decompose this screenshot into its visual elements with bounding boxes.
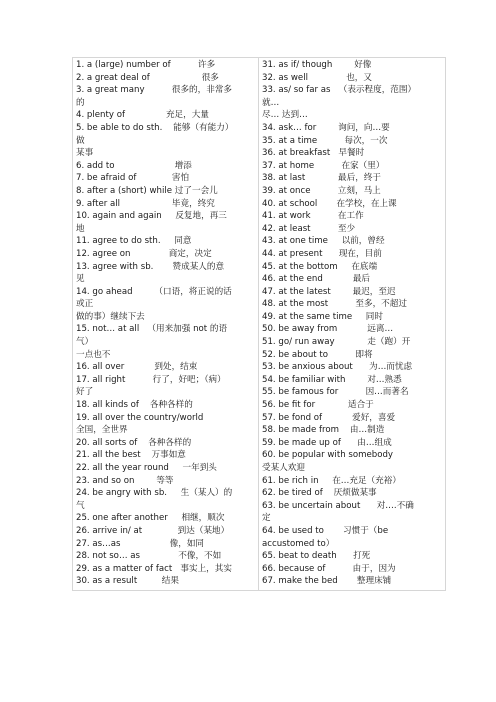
phrase-line: 45. at the bottom 在底端 <box>262 261 378 272</box>
phrase-line: 36. at breakfast 早餐时 <box>262 148 365 159</box>
phrase-line: 16. all over 到处，结束 <box>76 362 198 373</box>
phrase-line: 64. be used to 习惯于（be <box>262 525 389 536</box>
phrase-line: 定 <box>262 513 271 524</box>
phrase-line: 51. go/ run away 走（跑）开 <box>262 337 411 348</box>
phrase-line: 18. all kinds of 各种各样的 <box>76 400 193 411</box>
phrase-line: 见 <box>76 274 85 285</box>
phrase-line: 14. go ahead （口语，将正说的话 <box>76 286 232 297</box>
phrase-line: 61. be rich in 在…充足（充裕） <box>262 475 401 486</box>
phrase-line: 气） <box>76 337 94 348</box>
phrase-line: 54. be familiar with 对…熟悉 <box>262 374 402 385</box>
right-column <box>259 58 445 590</box>
phrase-line: 15. not… at all （用来加强 not 的语 <box>76 324 228 335</box>
phrase-line: 8. after a (short) while 过了一会儿 <box>76 185 218 196</box>
phrase-line: 56. be fit for 适合于 <box>262 400 374 411</box>
phrase-line: 66. because of 由于，因为 <box>262 563 396 574</box>
phrase-line: 38. at last 最后，终于 <box>262 173 382 184</box>
phrase-line: 的 <box>76 97 85 108</box>
phrase-line: 60. be popular with somebody <box>262 450 394 461</box>
phrase-line: 35. at a time 每次，一次 <box>262 135 388 146</box>
phrase-line: 4. plenty of 充足，大量 <box>76 110 209 121</box>
phrase-line: 65. beat to death 打死 <box>262 551 371 562</box>
phrase-line: 50. be away from 远离… <box>262 324 394 335</box>
phrase-line: 52. be about to 即将 <box>262 349 373 360</box>
phrase-line: 31. as if/ though 好像 <box>262 60 372 70</box>
phrase-line: 地 <box>76 223 85 234</box>
phrase-line: 11. agree to do sth. 同意 <box>76 236 192 247</box>
phrase-line: 62. be tired of 厌烦做某事 <box>262 488 377 499</box>
phrase-line: 19. all over the country/world <box>76 412 204 423</box>
phrase-line: 10. again and again 反复地，再三 <box>76 211 227 222</box>
phrase-line: 39. at once 立刻，马上 <box>262 185 381 196</box>
phrase-line: 6. add to 增添 <box>76 160 192 171</box>
phrase-line: 气 <box>76 500 85 511</box>
phrase-line: 3. a great many 很多的，非常多 <box>76 85 233 96</box>
phrase-line: 27. as…as 像，如同 <box>76 538 205 549</box>
phrase-line: 59. be made up of 由…组成 <box>262 437 392 448</box>
phrase-line: 17. all right 行了，好吧；（病） <box>76 374 226 385</box>
phrase-line: 好了 <box>76 387 94 398</box>
phrase-line: 57. be fond of 爱好，喜爱 <box>262 412 396 423</box>
phrase-line: 尽… 达到… <box>262 110 308 121</box>
phrase-line: 49. at the same time 同时 <box>262 311 383 322</box>
phrase-line: accustomed to） <box>262 538 335 549</box>
phrase-line: 22. all the year round 一年到头 <box>76 463 217 473</box>
phrase-line: 25. one after another 相继，顺次 <box>76 513 225 524</box>
phrase-line: 48. at the most 至多，不超过 <box>262 299 407 310</box>
phrase-line: 全国，全世界 <box>76 425 128 436</box>
phrase-line: 2. a great deal of 很多 <box>76 72 219 83</box>
phrase-line: 12. agree on 商定，决定 <box>76 248 212 259</box>
phrase-line: 47. at the latest 最迟，至迟 <box>262 286 396 297</box>
phrase-line: 55. be famous for 因…而著名 <box>262 387 409 398</box>
phrase-line: 37. at home 在家（里） <box>262 160 385 171</box>
left-column <box>73 58 259 590</box>
phrase-line: 5. be able to do sth. 能够（有能力） <box>76 122 234 133</box>
phrase-line: 1. a (large) number of 许多 <box>76 60 216 70</box>
phrase-line: 23. and so on 等等 <box>76 475 174 486</box>
phrase-line: 受某人欢迎 <box>262 463 305 473</box>
phrase-line: 43. at one time 以前，曾经 <box>262 236 385 247</box>
phrase-line: 53. be anxious about 为…而忧虑 <box>262 362 413 373</box>
phrase-line: 58. be made from 由…制造 <box>262 425 385 436</box>
phrase-line: 20. all sorts of 各种各样的 <box>76 437 192 448</box>
phrase-line: 32. as well 也，又 <box>262 72 372 83</box>
phrase-line: 30. as a result 结果 <box>76 576 179 587</box>
phrase-line: 就… <box>262 97 280 108</box>
phrase-line: 44. at present 现在，目前 <box>262 248 382 259</box>
phrase-line: 21. all the best 万事如意 <box>76 450 186 461</box>
phrase-line: 34. ask… for 询问，向…要 <box>262 122 390 133</box>
phrase-line: 24. be angry with sb. 生（某人）的 <box>76 488 233 499</box>
phrase-table <box>72 57 446 591</box>
phrase-line: 42. at least 至少 <box>262 223 356 234</box>
phrase-line: 7. be afraid of 害怕 <box>76 173 190 184</box>
phrase-line: 46. at the end 最后 <box>262 274 371 285</box>
phrase-line: 9. after all 毕竟，终究 <box>76 198 215 209</box>
phrase-line: 某事 <box>76 148 94 159</box>
phrase-line: 29. as a matter of fact 事实上，其实 <box>76 563 232 574</box>
phrase-line: 13. agree with sb. 赞成某人的意 <box>76 261 225 272</box>
phrase-line: 63. be uncertain about 对….不确 <box>262 500 414 511</box>
phrase-line: 40. at school 在学校，在上课 <box>262 198 397 209</box>
phrase-line: 做的事）继续下去 <box>76 311 145 322</box>
phrase-line: 一点也不 <box>76 349 111 360</box>
phrase-line: 67. make the bed 整理床铺 <box>262 576 392 587</box>
phrase-line: 28. not so… as 不像，不如 <box>76 551 222 562</box>
phrase-line: 26. arrive in/ at 到达（某地） <box>76 525 230 536</box>
phrase-line: 或正 <box>76 299 94 310</box>
phrase-line: 33. as/ so far as （表示程度，范围） <box>262 85 417 96</box>
phrase-line: 做 <box>76 135 85 146</box>
phrase-line: 41. at work 在工作 <box>262 211 364 222</box>
